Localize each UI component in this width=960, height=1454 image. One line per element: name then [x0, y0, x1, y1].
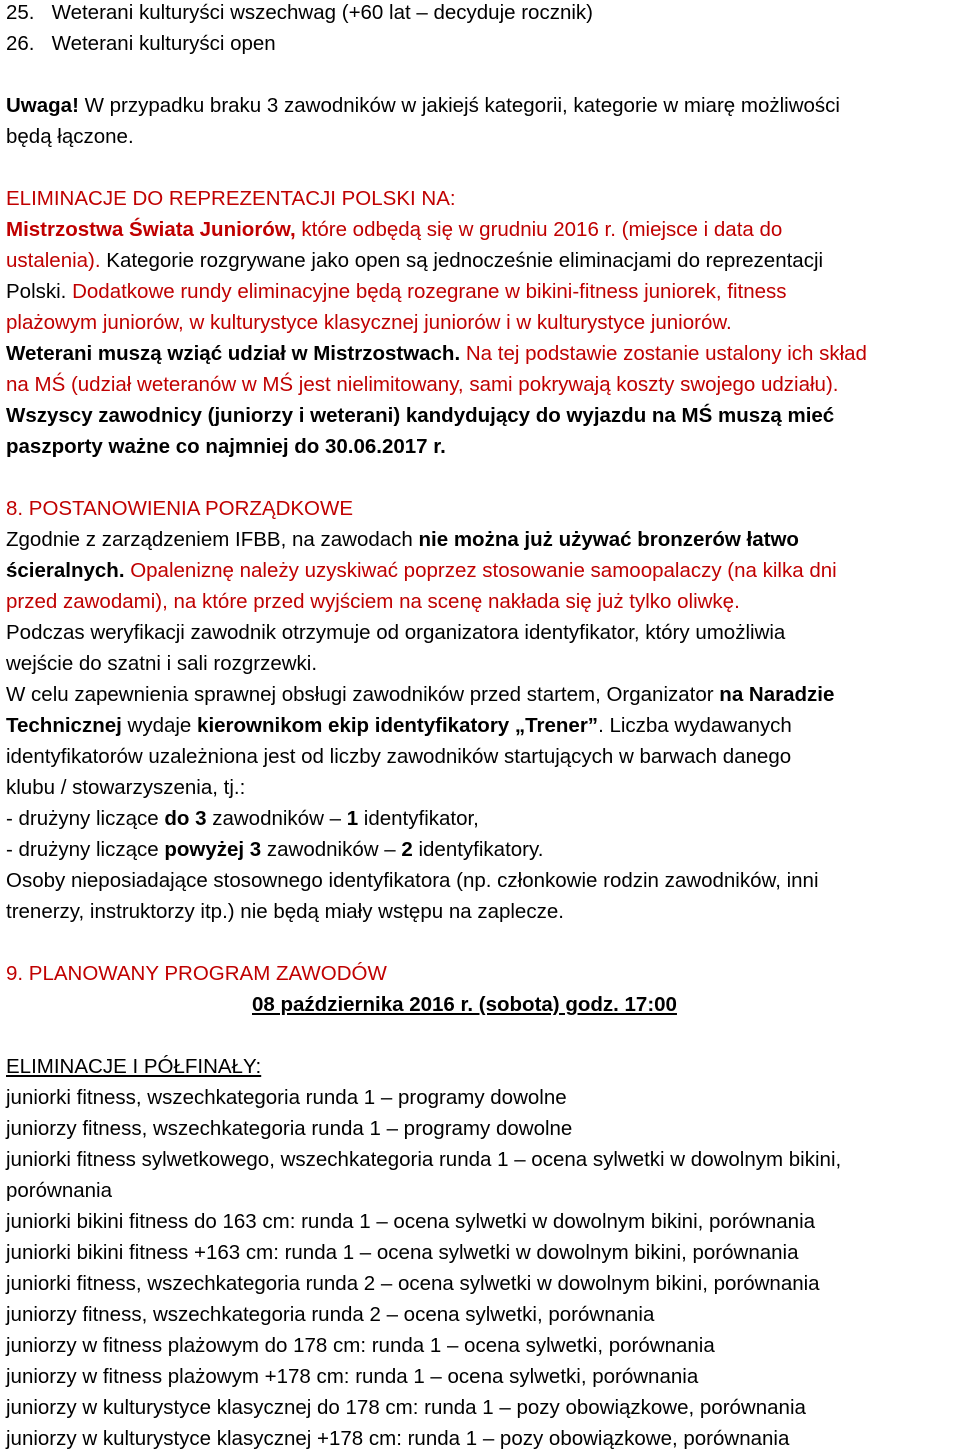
sec8-bold: na Naradzie: [719, 683, 835, 706]
program-item: juniorzy fitness, wszechkategoria runda 1 – programy dowolne: [6, 1117, 573, 1140]
elim-line: [6, 214, 958, 245]
sec8-line: identyfikatorów uzależniona jest od liczby zawodników startujących w barwach danego: [6, 745, 792, 768]
sec8-bold: ścieralnych.: [6, 559, 125, 582]
sec8-text: . Liczba wydawanych: [598, 714, 792, 737]
program-item: juniorzy w kulturystyce klasycznej +178 cm: runda 1 – pozy obowiązkowe, porównania: [6, 1427, 790, 1450]
sec8-line: Osoby nieposiadające stosownego identyfikatora (np. członkowie rodzin zawodników, inni: [6, 869, 819, 892]
elim-text: Kategorie rozgrywane jako open są jednocześnie eliminacjami do reprezentacji: [100, 249, 824, 272]
spacer: [6, 59, 958, 90]
sec8-bold: nie można już używać bronzerów łatwo: [418, 528, 799, 551]
sec8-line: [6, 710, 958, 741]
sec8-bold: powyżej 3: [164, 838, 262, 861]
note-label: Uwaga!: [6, 94, 79, 117]
sec8-line: [6, 834, 958, 865]
list-text: Weterani kulturyści open: [51, 32, 276, 55]
spacer: [6, 152, 958, 183]
sec8-bold: kierownikom ekip identyfikatory „Trener”: [197, 714, 599, 737]
program-item: juniorki fitness sylwetkowego, wszechkategoria runda 1 – ocena sylwetki w dowolnym bikini,: [6, 1148, 842, 1171]
sec8-bold: 1: [346, 807, 359, 830]
note-text: będą łączone.: [6, 125, 134, 148]
sec8-line: [6, 524, 958, 555]
note-paragraph-cont: [6, 121, 958, 152]
elim-bold: Weterani muszą wziąć udział w Mistrzostwach.: [6, 342, 461, 365]
sec8-text: - drużyny liczące: [6, 838, 165, 861]
elim-line: [6, 338, 958, 369]
sec8-bold: 2: [401, 838, 413, 861]
elim-line: Wszyscy zawodnicy (juniorzy i weterani) kandydujący do wyjazdu na MŚ muszą mieć: [6, 404, 835, 427]
sec8-line: wejście do szatni i sali rozgrzewki.: [6, 652, 318, 675]
sec8-bold: do 3: [164, 807, 207, 830]
elim-text: Polski.: [6, 280, 67, 303]
spacer: [6, 1020, 958, 1051]
elim-bold: Mistrzostwa Świata Juniorów,: [6, 218, 296, 241]
spacer: [6, 927, 958, 958]
sec8-line: [6, 555, 958, 586]
program-item: juniorzy w fitness plażowym +178 cm: runda 1 – ocena sylwetki, porównania: [6, 1365, 699, 1388]
elim-text: Na tej podstawie zostanie ustalony ich skład: [460, 342, 867, 365]
sec8-text: W celu zapewnienia sprawnej obsługi zawodników przed startem, Organizator: [6, 683, 720, 706]
elim-text: które odbędą się w grudniu 2016 r. (miejsce i data do: [295, 218, 783, 241]
list-number: 26.: [6, 32, 35, 55]
sec8-line: trenerzy, instruktorzy itp.) nie będą miały wstępu na zaplecze.: [6, 900, 564, 923]
section-8-heading: 8. POSTANOWIENIA PORZĄDKOWE: [6, 497, 354, 520]
document-page: [6, 0, 958, 1454]
list-number: 25.: [6, 1, 35, 24]
program-item: juniorki fitness, wszechkategoria runda 2 – ocena sylwetki w dowolnym bikini, porównania: [6, 1272, 820, 1295]
sec8-line: [6, 803, 958, 834]
program-item: juniorzy fitness, wszechkategoria runda 2 – ocena sylwetki, porównania: [6, 1303, 655, 1326]
elim-text: Dodatkowe rundy eliminacyjne będą rozegrane w bikini-fitness juniorek, fitness: [66, 280, 787, 303]
sec8-line: [6, 679, 958, 710]
sec8-text: Zgodnie z zarządzeniem IFBB, na zawodach: [6, 528, 419, 551]
list-item-26: [6, 28, 958, 59]
sec8-text: - drużyny liczące: [6, 807, 165, 830]
program-item: porównania: [6, 1179, 112, 1202]
list-text: Weterani kulturyści wszechwag (+60 lat – decyduje rocznik): [51, 1, 593, 24]
sec8-line: Podczas weryfikacji zawodnik otrzymuje od organizatora identyfikator, który umożliwia: [6, 621, 786, 644]
program-item: juniorzy w fitness plażowym do 178 cm: runda 1 – ocena sylwetki, porównania: [6, 1334, 715, 1357]
elim-text: ustalenia).: [6, 249, 101, 272]
program-subheading: ELIMINACJE I PÓŁFINAŁY:: [6, 1055, 262, 1078]
sec8-text: zawodników –: [206, 807, 347, 830]
sec8-line: klubu / stowarzyszenia, tj.:: [6, 776, 246, 799]
sec8-text: identyfikator,: [358, 807, 479, 830]
program-date: 08 października 2016 r. (sobota) godz. 17:00: [252, 993, 677, 1016]
elim-line: paszporty ważne co najmniej do 30.06.2017 r.: [6, 435, 446, 458]
sec8-text: wydaje: [121, 714, 198, 737]
spacer: [6, 462, 958, 493]
program-item: juniorzy w kulturystyce klasycznej do 178 cm: runda 1 – pozy obowiązkowe, porównania: [6, 1396, 806, 1419]
section-9-heading: 9. PLANOWANY PROGRAM ZAWODÓW: [6, 962, 387, 985]
program-item: juniorki bikini fitness +163 cm: runda 1 – ocena sylwetki w dowolnym bikini, porównania: [6, 1241, 799, 1264]
sec8-bold: Technicznej: [6, 714, 122, 737]
sec8-text: zawodników –: [261, 838, 402, 861]
elim-line: [6, 276, 958, 307]
note-paragraph: [6, 90, 958, 121]
sec8-text: Opaleniznę należy uzyskiwać poprzez stosowanie samoopalaczy (na kilka dni: [124, 559, 837, 582]
program-item: juniorki bikini fitness do 163 cm: runda 1 – ocena sylwetki w dowolnym bikini, porównania: [6, 1210, 816, 1233]
list-item-25: [6, 0, 958, 28]
note-text: W przypadku braku 3 zawodników w jakiejś kategorii, kategorie w miarę możliwości: [78, 94, 840, 117]
elim-line: na MŚ (udział weteranów w MŚ jest nielimitowany, sami pokrywają koszty swojego udziału).: [6, 373, 839, 396]
elim-line: plażowym juniorów, w kulturystyce klasycznej juniorów i w kulturystyce juniorów.: [6, 311, 732, 334]
elim-heading: ELIMINACJE DO REPREZENTACJI POLSKI NA:: [6, 187, 456, 210]
sec8-line: przed zawodami), na które przed wyjściem na scenę nakłada się już tylko oliwkę.: [6, 590, 740, 613]
sec8-text: identyfikatory.: [412, 838, 544, 861]
elim-line: [6, 245, 958, 276]
program-item: juniorki fitness, wszechkategoria runda 1 – programy dowolne: [6, 1086, 567, 1109]
